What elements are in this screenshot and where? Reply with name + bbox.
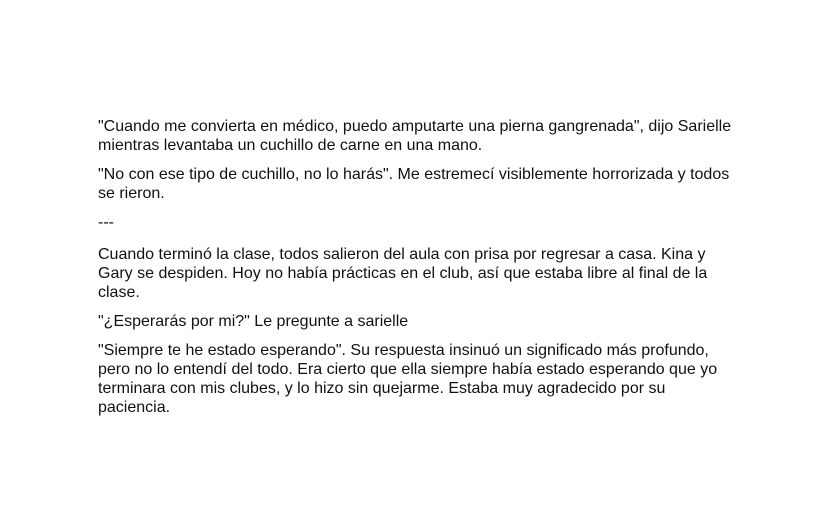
paragraph-3: Cuando terminó la clase, todos salieron del aula con prisa por regresar a casa. Kina y Gary se despiden. Hoy no había prácticas en el club, así que estaba libre al final de la clase. [98,246,708,301]
paragraph-1: "Cuando me convierta en médico, puedo amputarte una pierna gangrenada", dijo Sarielle mientras levantaba un cuchillo de carne en una mano. [98,118,732,154]
paragraph-4: "¿Esperarás por mi?" Le pregunte a sarielle [98,313,409,330]
document-body [98,117,738,427]
section-separator: --- [98,214,114,231]
paragraph-2: "No con ese tipo de cuchillo, no lo harás". Me estremecí visiblemente horrorizada y todos se rieron. [98,166,730,202]
paragraph-5: "Siempre te he estado esperando". Su respuesta insinuó un significado más profundo, pero no lo entendí del todo. Era cierto que ella siempre había estado esperando que yo terminara con mis clubes, y lo hizo sin quejarme. Estaba muy agradecido por su paciencia. [98,342,718,416]
